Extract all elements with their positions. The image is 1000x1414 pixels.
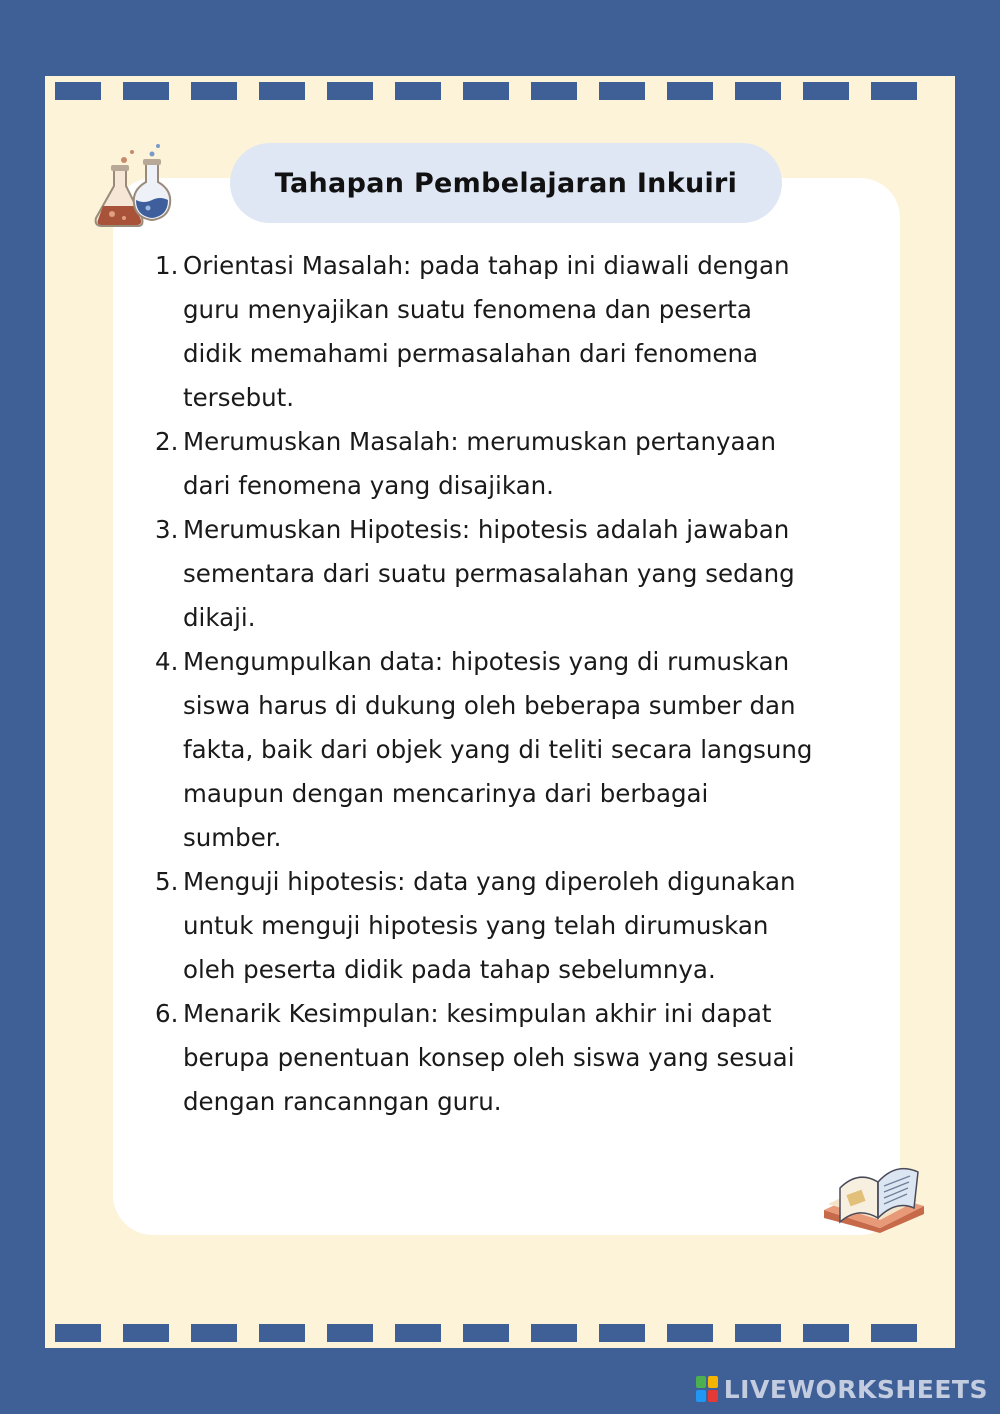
step-line: siswa harus di dukung oleh beberapa sumber dan xyxy=(183,691,796,720)
steps-list xyxy=(155,244,870,1124)
step-line: Menarik Kesimpulan: kesimpulan akhir ini dapat xyxy=(183,999,772,1028)
flask-icon xyxy=(88,140,180,232)
step-line: Orientasi Masalah: pada tahap ini diawali dengan xyxy=(183,251,790,280)
step-number: 2. xyxy=(155,427,179,456)
step-line: didik memahami permasalahan dari fenomena xyxy=(183,339,759,368)
step-line: berupa penentuan konsep oleh siswa yang sesuai xyxy=(183,1043,795,1072)
step-line: oleh peserta didik pada tahap sebelumnya. xyxy=(183,955,716,984)
watermark-text: LIVEWORKSHEETS xyxy=(723,1374,988,1404)
step-line: maupun dengan mencarinya dari berbagai xyxy=(183,779,709,808)
page-title: Tahapan Pembelajaran Inkuiri xyxy=(230,143,782,223)
step-line: Merumuskan Hipotesis: hipotesis adalah jawaban xyxy=(183,515,790,544)
list-item xyxy=(155,244,870,420)
step-line: tersebut. xyxy=(183,383,295,412)
list-item xyxy=(155,640,870,860)
step-line: guru menyajikan suatu fenomena dan peserta xyxy=(183,295,752,324)
list-item xyxy=(155,992,870,1124)
liveworksheets-logo-icon xyxy=(696,1376,718,1402)
bottom-border-pattern xyxy=(45,1314,955,1352)
step-number: 1. xyxy=(155,251,179,280)
top-border-pattern xyxy=(45,72,955,110)
liveworksheets-watermark xyxy=(696,1372,988,1406)
step-line: sumber. xyxy=(183,823,282,852)
step-number: 5. xyxy=(155,867,179,896)
step-line: Menguji hipotesis: data yang diperoleh digunakan xyxy=(183,867,796,896)
step-line: dengan rancanngan guru. xyxy=(183,1087,502,1116)
step-number: 3. xyxy=(155,515,179,544)
step-line: dari fenomena yang disajikan. xyxy=(183,471,554,500)
step-line: Merumuskan Masalah: merumuskan pertanyaan xyxy=(183,427,777,456)
step-line: fakta, baik dari objek yang di teliti secara langsung xyxy=(183,735,813,764)
step-line: sementara dari suatu permasalahan yang sedang xyxy=(183,559,795,588)
step-line: untuk menguji hipotesis yang telah dirumuskan xyxy=(183,911,769,940)
list-item xyxy=(155,420,870,508)
list-item xyxy=(155,508,870,640)
step-number: 4. xyxy=(155,647,179,676)
book-icon xyxy=(818,1148,933,1233)
list-item xyxy=(155,860,870,992)
step-line: dikaji. xyxy=(183,603,256,632)
step-number: 6. xyxy=(155,999,179,1028)
step-line: Mengumpulkan data: hipotesis yang di rumuskan xyxy=(183,647,790,676)
